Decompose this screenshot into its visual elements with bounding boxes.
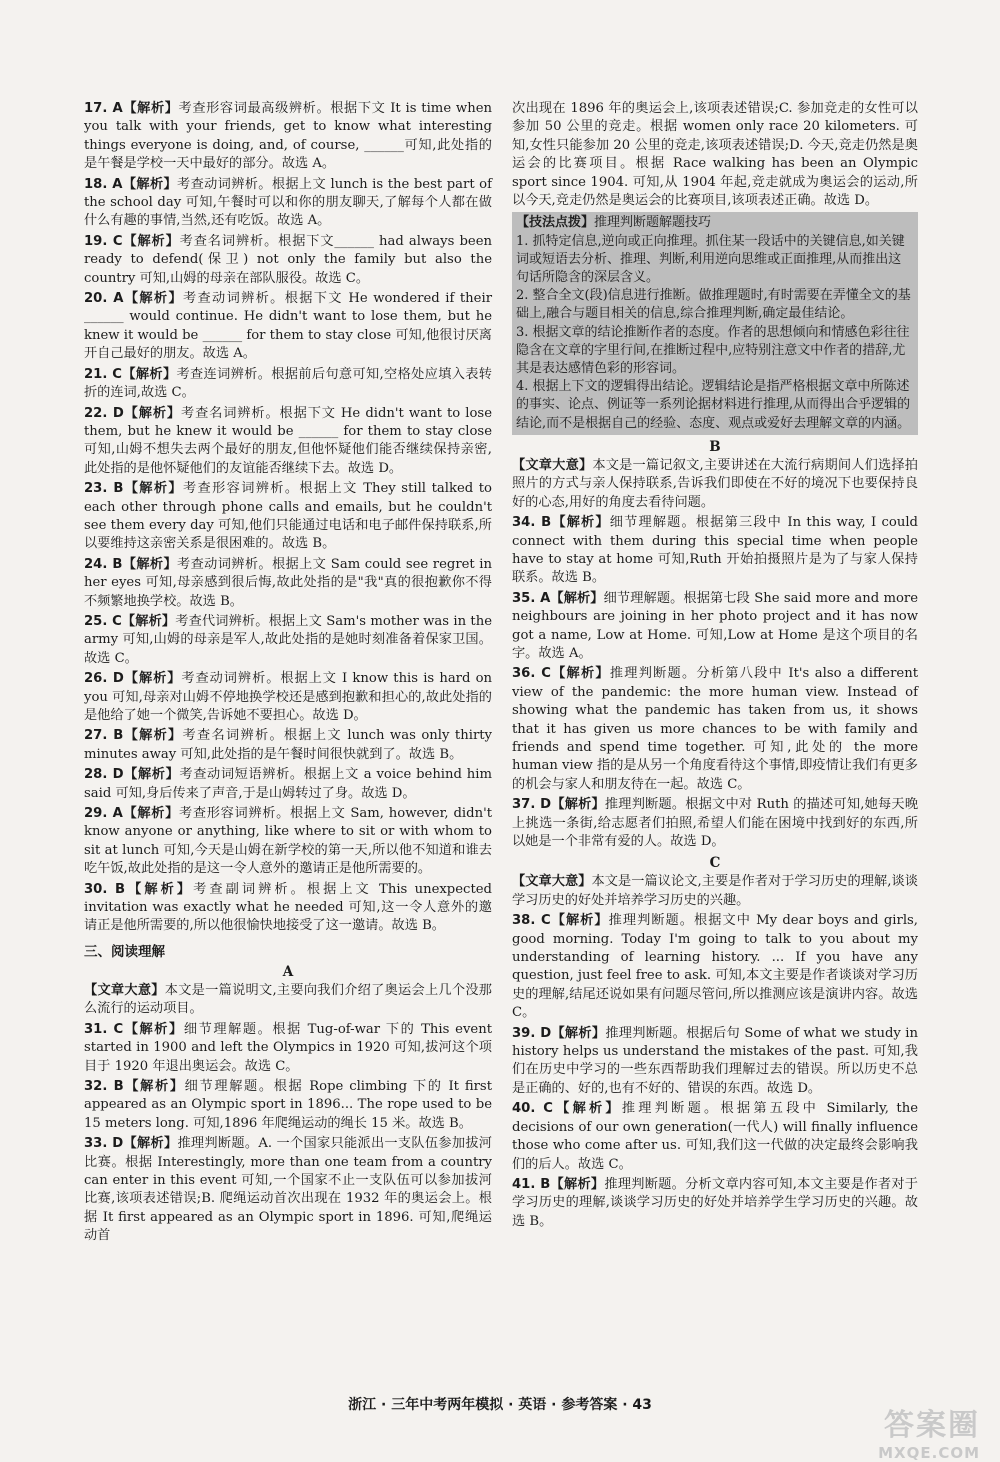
answer-number: 41. B	[512, 1176, 551, 1192]
analysis-text: 考查名词辨析。根据下文______ had always been ready to defend(保卫) not only the family but also the country 可知,山姆的母亲在部队服役。故选 C。	[84, 233, 492, 286]
answer-entry	[512, 1100, 918, 1174]
answer-entry	[512, 796, 918, 851]
continued-text: 次出现在 1896 年的奥运会上,该项表述错误;C. 参加竞走的女性可以参加 50 公里的竞走。根据 women only race 20 kilometers. 可知,女性只能参加 20 公里的竞走,该项表述错误;D. 今天,竞走仍然是奥运会的比赛项目。根据 Race walking has been an Olympic sport since 1904. 可知,从 1904 年起,竞走就成为奥运会的运动,所以今天,竞走仍然是奥运会的比赛项目,该项表述正确。故选 D。	[512, 101, 918, 209]
answer-number: 30. B	[84, 881, 126, 897]
analysis-tag: 【解析】	[123, 291, 183, 307]
answer-number: 18. A	[84, 176, 123, 192]
answer-number: 22. D	[84, 405, 124, 421]
answer-entry	[84, 1021, 492, 1076]
answer-entry	[512, 912, 918, 1022]
analysis-text: 考查动词辨析。根据上文 I know this is hard on you 可知,母亲对山姆不停地换学校还是感到抱歉和担心的,故此处指的是他给了她一个微笑,告诉她不要担心。故选 D。	[84, 671, 492, 723]
answer-entry	[84, 556, 492, 611]
analysis-tag: 【解析】	[121, 366, 177, 382]
analysis-text: 考查代词辨析。根据上文 Sam's mother was in the army 可知,山姆的母亲是军人,故此处指的是她时刻准备着保家卫国。故选 C。	[84, 613, 492, 666]
summary-tag: 【文章大意】	[512, 457, 593, 473]
analysis-text: 考查名词辨析。根据下文 He didn't want to lose them, but he knew it would be ______ for them to stay close 可知,山姆不想失去两个最好的朋友,但他怀疑他们能否继续保持亲密,此处指的是他怀疑他们的友谊能否继续下去。故选 D。	[84, 405, 492, 476]
answer-number: 24. B	[84, 556, 123, 572]
answer-entry	[512, 514, 918, 588]
answer-entry	[84, 405, 492, 479]
answer-number: 33. D	[84, 1136, 124, 1152]
analysis-tag: 【解析】	[122, 101, 179, 116]
analysis-text: 推理判断题。A. 一个国家只能派出一支队伍参加拔河比赛。根据 Interestingly, more than one team from a country can enter in this event 可知,一个国家不止一支队伍可以参加拔河比赛,该项表述错误;B. 爬绳运动首次出现在 1932 年的奥运会上。根据 It first appeared as an Olympic sport in 1896. 可知,爬绳运动首	[84, 1136, 492, 1244]
answer-number: 38. C	[512, 913, 551, 929]
analysis-text: 推理判断题。分析文章内容可知,本文主要是作者对于学习历史的理解,谈谈学习历史的好处并培养学生学习历史的兴趣。故选 B。	[512, 1176, 918, 1229]
analysis-tag: 【解析】	[123, 728, 183, 744]
answer-entry	[84, 290, 492, 364]
right-column	[512, 100, 918, 1233]
answer-number: 27. B	[84, 728, 124, 744]
answer-entry	[84, 613, 492, 668]
tips-header	[516, 214, 914, 232]
answer-entry	[512, 1025, 918, 1099]
analysis-text: 推理判断题。分析第八段中 It's also a different view of the pandemic: the more human view. Instead of showing what the pandemic has taken from us, it shows that it has given us more chances to be with family and friends and spend time together. 可知,此处的 the more human view 指的是从另一个角度看待这个事情,即疫情让我们有更多的机会与家人和朋友待在一起。故选 C。	[512, 666, 918, 792]
answer-number: 20. A	[84, 291, 124, 307]
summary-text: 本文是一篇说明文,主要向我们介绍了奥运会上几个没那么流行的运动项目。	[84, 982, 492, 1017]
analysis-text: 推理判断题。根据文中对 Ruth 的描述可知,她每天晚上挑选一条街,给志愿者们拍照,希望人们能在困境中找到好的东西,所以她是一个非常有爱的人。故选 D。	[512, 797, 919, 849]
analysis-text: 细节理解题。根据第七段 She said more and more neighbours are joining in her photo project and it has now got a name, Low at Home. 可知,Low at Home 是这个项目的名字。故选 A。	[512, 590, 918, 661]
answer-number: 23. B	[84, 481, 124, 497]
analysis-tag: 【解析】	[122, 806, 180, 822]
answer-entry	[84, 176, 492, 231]
answer-number: 37. D	[512, 797, 552, 813]
tips-tag: 【技法点拨】	[516, 215, 595, 231]
summary-tag: 【文章大意】	[84, 982, 165, 998]
left-column	[84, 100, 492, 1248]
tips-item: 3. 根据文章的结论推断作者的态度。作者的思想倾向和情感色彩往往隐含在文章的字里行间,在推断过程中,应特别注意文中作者的措辞,尤其是表达感情色彩的形容词。	[516, 324, 910, 377]
analysis-tag: 【解析】	[123, 767, 180, 783]
summary-text: 本文是一篇议论文,主要是作者对于学习历史的理解,谈谈学习历史的好处并培养学习历史的兴趣。	[512, 874, 918, 908]
analysis-text: 考查形容词最高级辨析。根据下文 It is time when you talk with your friends, get to know what interesting things everyone is doing, and, of course, ______可知,此处指的是午餐是学校一天中最好的部分。故选 A。	[84, 101, 492, 172]
answer-entry	[84, 233, 492, 288]
analysis-tag: 【解析】	[123, 481, 183, 497]
answer-entry	[512, 590, 918, 664]
analysis-text: 推理判断题。根据文中 My dear boys and girls, good morning. Today I'm going to talk to you about my understanding of learning history. ... If you have any question, just feel free to ask. 可知,本文主要是作者谈谈对学习历史的理解,结尾还说如果有问题尽管问,所以推测应该是演讲内容。故选 C。	[512, 913, 918, 1021]
analysis-text: 考查形容词辨析。根据上文 Sam, however, didn't know anyone or anything, like where to sit or with whom to sit at lunch 可知,今天是山姆在新学校的第一天,所以他不知道和谁去吃午饭,故此处指的是这一令人意外的邀请正是他所需要的。	[84, 806, 493, 877]
answer-entry	[84, 1078, 492, 1133]
answer-number: 32. B	[84, 1078, 124, 1094]
analysis-text: 考查动词辨析。根据上文 Sam could see regret in her eyes 可知,母亲感到很后悔,故此处指的是"我"真的很抱歉你不得不频繁地换学校。故选 B。	[84, 556, 492, 609]
analysis-tag: 【解析】	[123, 1136, 178, 1152]
watermark-logo	[750, 1400, 980, 1462]
page-footer: 浙江 · 三年中考两年模拟 · 英语 · 参考答案 · 43	[348, 1397, 652, 1413]
passage-label-c: C	[709, 855, 721, 872]
analysis-tag: 【解析】	[550, 590, 604, 606]
answer-number: 35. A	[512, 590, 551, 606]
watermark-url: MXQE.COM	[878, 1444, 980, 1462]
analysis-tag: 【解析】	[551, 797, 605, 813]
analysis-text: 推理判断题。根据后句 Some of what we study in history helps us understand the mistakes of the past. 可知,我们在历史中学习的一些东西帮助我们理解过去的错误。所以历史不总是正确的、好的,也有不好的、错误的东西。故选 D。	[512, 1025, 919, 1096]
analysis-tag: 【解析】	[122, 233, 180, 249]
analysis-tag: 【解析】	[550, 666, 610, 682]
section-heading-reading: 三、阅读理解	[84, 943, 165, 960]
answer-entry	[84, 881, 492, 936]
analysis-text: 考查动词辨析。根据下文 He wondered if their ______ would continue. He didn't want to lose them, but he knew it would be ______ for them to stay close 可知,他很讨厌离开自己最好的朋友。故选 A。	[84, 291, 492, 362]
answer-number: 17. A	[84, 101, 123, 116]
analysis-text: 考查连词辨析。根据前后句意可知,空格处应填入表转折的连词,故选 C。	[84, 366, 492, 401]
answer-number: 28. D	[84, 767, 124, 783]
answer-number: 39. D	[512, 1025, 552, 1041]
answer-number: 40. C	[512, 1101, 553, 1117]
analysis-tag: 【解析】	[123, 671, 182, 687]
answer-number: 26. D	[84, 671, 124, 687]
answer-number: 34. B	[512, 515, 552, 531]
answer-number: 25. C	[84, 613, 122, 629]
summary-tag: 【文章大意】	[512, 874, 592, 890]
tips-item: 1. 抓特定信息,逆向或正向推理。抓住某一段话中的关键信息,如关键词或短语去分析、推理、判断,利用逆向思维或正面推理,从而推出这句话所隐含的深层含义。	[516, 233, 905, 286]
analysis-tag: 【解析】	[550, 1176, 605, 1192]
passage-label-a: A	[282, 963, 294, 980]
analysis-tag: 【解析】	[550, 913, 609, 929]
answer-number: 31. C	[84, 1021, 124, 1037]
answer-number: 29. A	[84, 806, 123, 822]
analysis-text: 推理判断题。根据第五段中 Similarly, the decisions of our own generation(一代人) will finally influence those who come after us. 可知,我们这一代做的决定最终会影响我们的后人。故选 C。	[512, 1101, 919, 1172]
tips-item: 2. 整合全文(段)信息进行推断。做推理题时,有时需要在弄懂全文的基础上,融合与题目相关的信息,综合推理判断,确定最佳结论。	[516, 288, 911, 322]
analysis-tag: 【解析】	[122, 556, 178, 572]
passage-summary	[84, 982, 492, 1019]
answer-number: 36. C	[512, 666, 551, 682]
analysis-text: 考查名词辨析。根据上文 lunch was only thirty minutes away 可知,此处指的是午餐时间很快就到了。故选 B。	[84, 728, 492, 762]
answer-entry	[84, 1135, 492, 1245]
analysis-text: 考查形容词辨析。根据上文 They still talked to each other through phone calls and emails, but he couldn't see them every day 可知,他们只能通过电话和电子邮件保持联系,所以要维持这亲密关系是很困难的。故选 B。	[84, 481, 492, 552]
answer-entry	[512, 665, 918, 794]
answer-entry	[84, 727, 492, 764]
answer-entry	[84, 670, 492, 725]
analysis-text: 考查副词辨析。根据上文 This unexpected invitation was exactly what he needed 可知,这一令人意外的邀请正是他所需要的,所以他很愉快地接受了这一邀请。故选 B。	[84, 881, 492, 934]
answer-number: 19. C	[84, 233, 123, 249]
analysis-tag: 【解析】	[121, 613, 176, 629]
tips-title: 推理判断题解题技巧	[594, 215, 712, 231]
answer-entry	[84, 100, 492, 174]
analysis-text: 细节理解题。根据第三段中 In this way, I could connect with them during this special time when people have to stay at home 可知,Ruth 开始拍摄照片是为了与家人保持联系。故选 B。	[512, 515, 918, 586]
analysis-tag: 【解析】	[125, 881, 194, 897]
passage-summary	[512, 457, 918, 512]
answer-entry	[84, 366, 492, 403]
analysis-tag: 【解析】	[551, 1025, 606, 1041]
analysis-tag: 【解析】	[122, 176, 178, 192]
analysis-text: 细节理解题。根据 Rope climbing 下的 It first appeared as an Olympic sport in 1896... The rope used to be 15 meters long. 可知,1896 年爬绳运动的绳长 15 米。故选 B。	[84, 1078, 492, 1131]
analysis-text: 细节理解题。根据 Tug-of-war 下的 This event started in 1900 and left the Olympics in 1920 可知,拔河这个项目于 1920 年退出奥运会。故选 C。	[84, 1021, 493, 1074]
tips-box	[512, 212, 918, 434]
passage-label-b: B	[709, 438, 721, 455]
analysis-text: 考查动词短语辨析。根据上文 a voice behind him said 可知,身后传来了声音,于是山姆转过了身。故选 D。	[84, 767, 492, 801]
passage-summary	[512, 873, 918, 910]
answer-entry	[84, 805, 492, 879]
analysis-tag: 【解析】	[123, 1021, 184, 1037]
answer-entry	[84, 766, 492, 803]
watermark-logo-text: 答案圈	[884, 1408, 980, 1443]
tips-item: 4. 根据上下文的逻辑得出结论。逻辑结论是指严格根据文章中所陈述的事实、论点、例证等一系列论据材料进行推理,从而得出合乎逻辑的结论,而不是根据自己的经验、态度、观点或爱好去理解文章的内涵。	[516, 379, 911, 431]
answer-entry	[84, 480, 492, 554]
answer-entry	[512, 1176, 918, 1231]
answer-number: 21. C	[84, 366, 122, 382]
analysis-tag: 【解析】	[552, 1101, 622, 1117]
analysis-tag: 【解析】	[123, 1078, 185, 1094]
summary-text: 本文是一篇记叙文,主要讲述在大流行病期间人们选择拍照片的方式与亲人保持联系,告诉我们即使在不好的境况下也要保持良好的心态,用好的角度去看待问题。	[512, 457, 918, 510]
analysis-tag: 【解析】	[123, 405, 181, 421]
analysis-text: 考查动词辨析。根据上文 lunch is the best part of the school day 可知,午餐时可以和你的朋友聊天,了解每个人都在做什么有趣的事情,当然,还有吃饭。故选 A。	[84, 176, 492, 229]
analysis-tag: 【解析】	[551, 515, 610, 531]
